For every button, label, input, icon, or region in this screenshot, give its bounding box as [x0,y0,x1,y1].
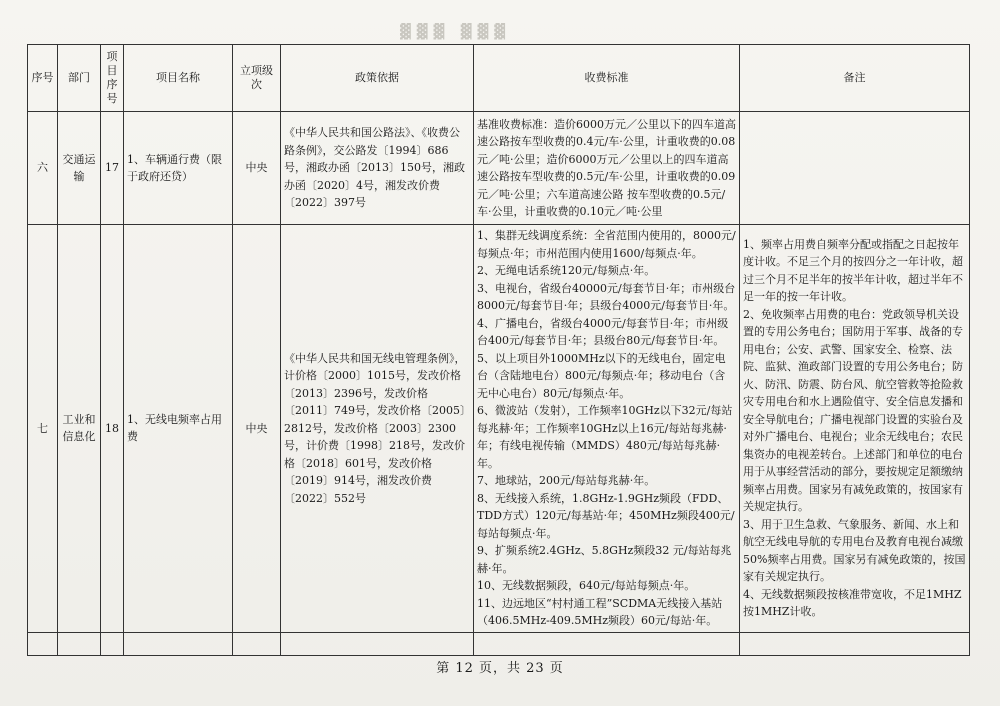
table-row [28,112,970,225]
cell-item-name: 1、车辆通行费（限于政府还贷） [124,112,233,225]
cell-policy: 《中华人民共和国公路法》、《收费公路条例》，交公路发〔1994〕686号，湘政办函〔2013〕150号，湘政办函〔2020〕4号，湘发改价费〔2022〕397号 [281,112,474,225]
cell-dept: 交通运输 [58,112,101,225]
cell-fee: 1、集群无线调度系统：全省范围内使用的，8000元/每频点·年；市州范围内使用1600/每频点·年。 2、无绳电话系统120元/每频点·年。 3、电视台，省级台40000元/每套节目·年；市州级台8000元/每套节目·年；县级台4000元/每套节目·年。 4、广播电台，省级台4000元/每套节目·年；市州级台400元/每套节目·年；县级台80元/每套节目·年。 5、以上项目外1000MHz以下的无线电台，固定电台（含陆地电台）800元/每频点·年；移动电台（含无中心电台）80元/每频点·年。 6、微波站（发射），工作频率10GHz以下32元/每站每兆赫·年；工作频率10GHz以上16元/每站每兆赫·年；有线电视传输（MMDS）480元/每站每兆赫·年。 7、地球站，200元/每站每兆赫·年。 8、无线接入系统，1.8GHz-1.9GHz频段（FDD、TDD方式）120元/每基站·年；450MHz频段400元/每站每频点·年。 9、扩频系统2.4GHz、5.8GHz频段32 元/每站每兆赫·年。 10、无线数据频段，640元/每站每频点·年。 11、边远地区“村村通工程”SCDMA无线接入基站（406.5MHz-409.5MHz频段）60元/每站·年。 [474,225,740,633]
cell-fee: 基准收费标准：造价6000万元／公里以下的四车道高速公路按车型收费的0.4元/车·公里，计重收费的0.08元／吨·公里；造价6000万元／公里以上的四车道高速公路按车型收费的0.5元/车·公里，计重收费的0.09元／吨·公里；六车道高速公路 按车型收费的0.5元/车·公里，计重收费的0.10元／吨·公里 [474,112,740,225]
cell-level: 中央 [233,112,281,225]
cell-dept: 工业和信息化 [58,225,101,633]
cell-item-no: 18 [101,225,124,633]
header-fee: 收费标准 [474,45,740,112]
header-seq: 序号 [28,45,58,112]
cell-note: 1、频率占用费自频率分配或指配之日起按年度计收。不足三个月的按四分之一年计收，超过三个月不足半年的按半年计收，超过半年不足一年的按一年计收。 2、免收频率占用费的电台：党政领导机关设置的专用公务电台；国防用于军事、战备的专用电台；公安、武警、国家安全、检察、法院、监狱、渔政部门设置的专用公务电台；防火、防汛、防震、防台风、航空管救等抢险救灾专用电台和水上遇险值守、安全信息发播和安全导航电台；广播电视部门设置的实验台及对外广播电台、电视台；业余无线电台；农民集资办的电视差转台。上述部门和单位的电台用于从事经营活动的部分，要按规定足额缴纳频率占用费。国家另有减免政策的，按国家有关规定执行。 3、用于卫生急救、气象服务、新闻、水上和航空无线电导航的专用电台及教育电视台减缴50%频率占用费。国家另有减免政策的，按国家有关规定执行。 4、无线数据频段按核准带宽收，不足1MHZ按1MHZ计收。 [740,225,970,633]
header-item-no: 项目序号 [101,45,124,112]
cell-note [740,112,970,225]
table-row [28,225,970,633]
header-level: 立项级次 [233,45,281,112]
header-policy: 政策依据 [281,45,474,112]
cell-item-no: 17 [101,112,124,225]
cell-seq: 七 [28,225,58,633]
fee-table [27,44,970,656]
header-item-name: 项目名称 [124,45,233,112]
header-dept: 部门 [58,45,101,112]
faint-header-bleedthrough: ▓▓▓ ▓▓▓ [400,24,512,40]
cell-seq: 六 [28,112,58,225]
header-note: 备注 [740,45,970,112]
cell-level: 中央 [233,225,281,633]
table-row-empty [28,632,970,655]
cell-item-name: 1、无线电频率占用费 [124,225,233,633]
table-header-row [28,45,970,112]
cell-policy: 《中华人民共和国无线电管理条例》，计价格〔2000〕1015号，发改价格〔2013〕2396号，发改价格〔2011〕749号，发改价格〔2005〕2812号，发改价格〔2003〕2300号，计价费〔1998〕218号，发改价格〔2018〕601号，发改价格〔2019〕914号，湘发改价费〔2022〕552号 [281,225,474,633]
page-number-footer: 第 12 页，共 23 页 [436,661,564,676]
